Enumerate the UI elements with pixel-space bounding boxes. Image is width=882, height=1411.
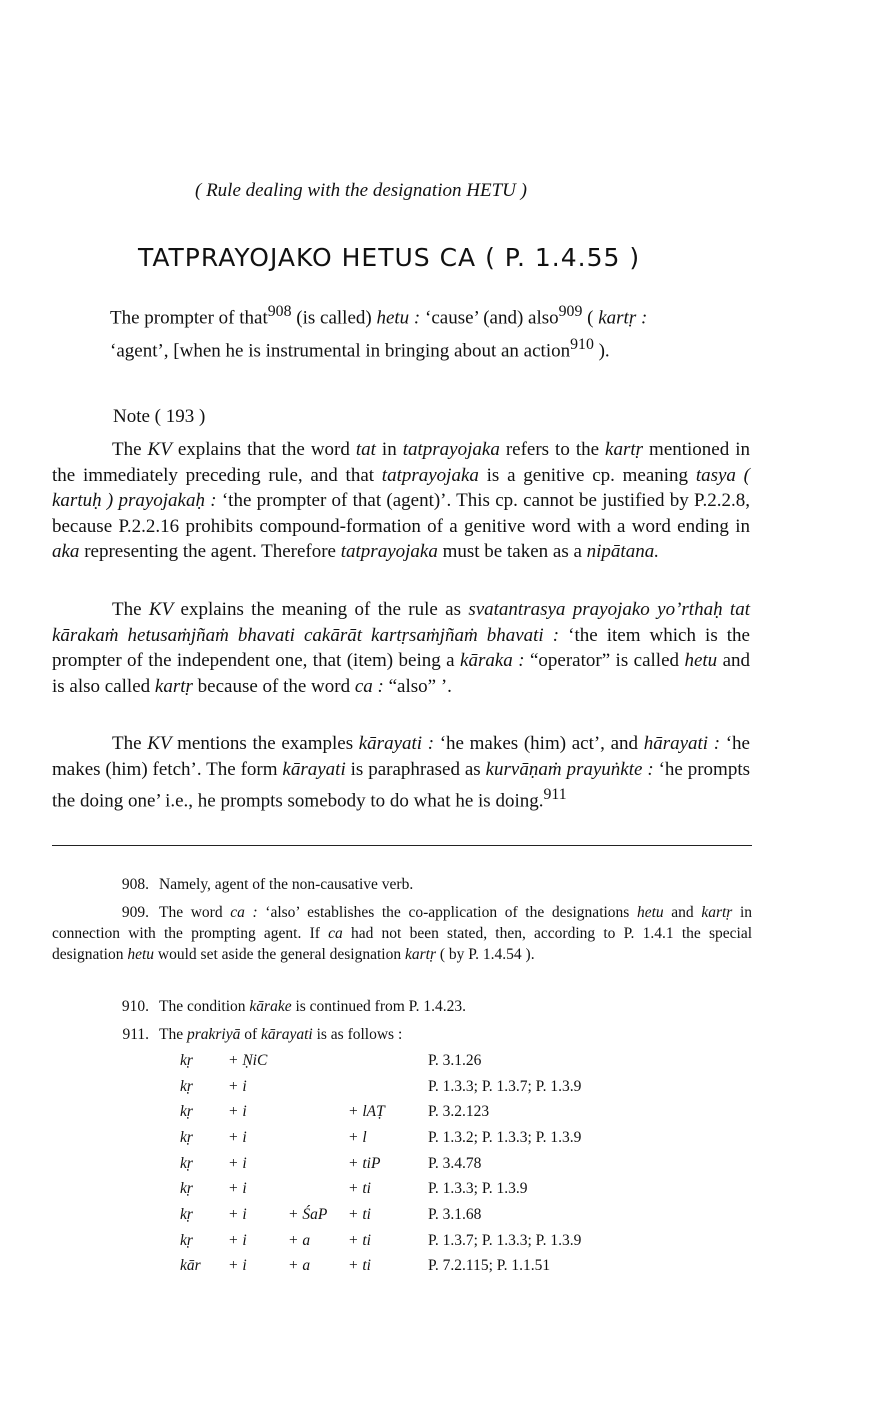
footnote-909: 909. The word ca : ‘also’ establishes the co-application of the designations hetu and kartṛ in connection with the prompting agent. If ca had not been stated, then, according to P. 1.4.1 the special designation hetu would set aside the general designation kartṛ ( by P. 1.4.54 ). (52, 904, 753, 963)
prakriya-cell-ref: P. 3.1.68 (428, 1205, 482, 1223)
prakriya-cell-ref: P. 1.3.7; P. 1.3.3; P. 1.3.9 (428, 1231, 582, 1249)
footnote-911: 911. The prakriyā of kārayati is as follows : (122, 1026, 403, 1043)
prakriya-row (180, 1228, 581, 1254)
prakriya-cell-c (288, 1176, 348, 1202)
paragraph-3: The KV mentions the examples kārayati : ‘he makes (him) act’, and hārayati : ‘he makes (him) fetch’. The form kārayati is paraphrased as kurvāṇaṁ prayuṅkte : ‘he prompts the doing one’ i.e., he prompts somebody to do what he is doing.$^{911}$ (52, 733, 750, 812)
prakriya-cell-ref: P. 3.4.78 (428, 1154, 482, 1172)
prakriya-cell-ref: P. 7.2.115; P. 1.1.51 (428, 1257, 551, 1275)
prakriya-row (180, 1151, 581, 1177)
prakriya-cell-d: + ti (348, 1257, 371, 1275)
prakriya-table (180, 1048, 581, 1279)
prakriya-cell-d: + ti (348, 1180, 371, 1198)
prakriya-cell-b: + i (228, 1128, 247, 1146)
prakriya-cell-a: kṛ (180, 1077, 193, 1095)
prakriya-row (180, 1202, 581, 1228)
prakriya-cell-ref: P. 1.3.3; P. 1.3.7; P. 1.3.9 (428, 1077, 582, 1095)
prakriya-cell-ref: P. 3.2.123 (428, 1103, 490, 1121)
prakriya-cell-b: + i (228, 1231, 247, 1249)
prakriya-cell-b: + i (228, 1180, 247, 1198)
prakriya-cell-c: + a (288, 1257, 311, 1275)
prakriya-cell-b: + ṆiC (228, 1051, 268, 1069)
prakriya-cell-b: + i (228, 1154, 247, 1172)
footnote-ref-911: 911 (543, 786, 567, 803)
prakriya-cell-a: kṛ (180, 1103, 193, 1121)
prakriya-cell-a: kṛ (180, 1205, 193, 1223)
prakriya-cell-a: kṛ (180, 1231, 193, 1249)
prakriya-cell-b: + i (228, 1077, 247, 1095)
prakriya-cell-b: + i (228, 1257, 247, 1275)
prakriya-row (180, 1048, 581, 1074)
prakriya-cell-c (288, 1048, 348, 1074)
prakriya-cell-d: + ti (348, 1205, 371, 1223)
footnote-910: 910. The condition kārake is continued from P. 1.4.23. (121, 998, 466, 1015)
prakriya-cell-ref: P. 3.1.26 (428, 1051, 482, 1069)
prakriya-cell-b: + i (228, 1103, 247, 1121)
rule-translation: The prompter of that$^{908}$ (is called) hetu : ‘cause’ (and) also$^{909}$ ( kartṛ : ‘agent’, [when he is instrumental in bringing about an action$^{910}$ ). (110, 303, 648, 362)
section-subtitle: ( Rule dealing with the designation HETU ) (195, 180, 527, 201)
prakriya-row (180, 1176, 581, 1202)
prakriya-cell-c (288, 1074, 348, 1100)
prakriya-cell-c: + ŚaP (288, 1205, 328, 1223)
paragraph-1: The KV explains that the word tat in tatprayojaka refers to the kartṛ mentioned in the immediately preceding rule, and that tatprayojaka is a genitive cp. meaning tasya ( kartuḥ ) prayojakaḥ : ‘the prompter of that (agent)’. This cp. cannot be justified by P.2.2.8, because P.2.2.16 prohibits compound-formation of a genitive word with a word ending in aka representing the agent. Therefore tatprayojaka must be taken as a nipātana. (52, 439, 751, 562)
footnote-908: 908. Namely, agent of the non-causative verb. (121, 876, 414, 893)
note-heading: Note ( 193 ) (113, 406, 206, 427)
prakriya-cell-d: + ti (348, 1231, 371, 1249)
prakriya-row (180, 1254, 581, 1280)
prakriya-cell-a: kṛ (180, 1180, 193, 1198)
prakriya-cell-a: kṛ (180, 1051, 193, 1069)
prakriya-cell-ref: P. 1.3.3; P. 1.3.9 (428, 1180, 528, 1198)
prakriya-cell-d: + l (348, 1128, 367, 1146)
prakriya-cell-c (288, 1151, 348, 1177)
footnote-divider (52, 845, 752, 846)
prakriya-cell-ref: P. 1.3.2; P. 1.3.3; P. 1.3.9 (428, 1128, 582, 1146)
prakriya-cell-c: + a (288, 1231, 311, 1249)
prakriya-cell-a: kṛ (180, 1154, 193, 1172)
prakriya-cell-c (288, 1125, 348, 1151)
prakriya-cell-d: + tiP (348, 1154, 381, 1172)
paragraph-2: The KV explains the meaning of the rule as svatantrasya prayojako yo’rthaḥ tat kārakaṁ hetusaṁjñaṁ bhavati cakārāt kartṛsaṁjñaṁ bhavati : ‘the item which is the prompter of the independent one, that (item) being a kāraka : “operator” is called hetu and is also called kartṛ because of the word ca : “also” ’. (52, 599, 751, 697)
prakriya-row (180, 1099, 581, 1125)
prakriya-row (180, 1125, 581, 1151)
prakriya-cell-a: kār (180, 1257, 201, 1275)
footnote-ref-908: 908 (267, 303, 292, 320)
prakriya-row (180, 1074, 581, 1100)
footnote-ref-909: 909 (558, 303, 583, 320)
rule-title: TATPRAYOJAKO HETUS CA ( P. 1.4.55 ) (138, 243, 641, 272)
prakriya-cell-a: kṛ (180, 1128, 193, 1146)
prakriya-cell-d: + lAṬ (348, 1103, 385, 1121)
prakriya-cell-c (288, 1099, 348, 1125)
prakriya-cell-d (348, 1048, 428, 1074)
prakriya-cell-d (348, 1074, 428, 1100)
footnote-ref-910: 910 (570, 336, 594, 354)
prakriya-cell-b: + i (228, 1205, 247, 1223)
